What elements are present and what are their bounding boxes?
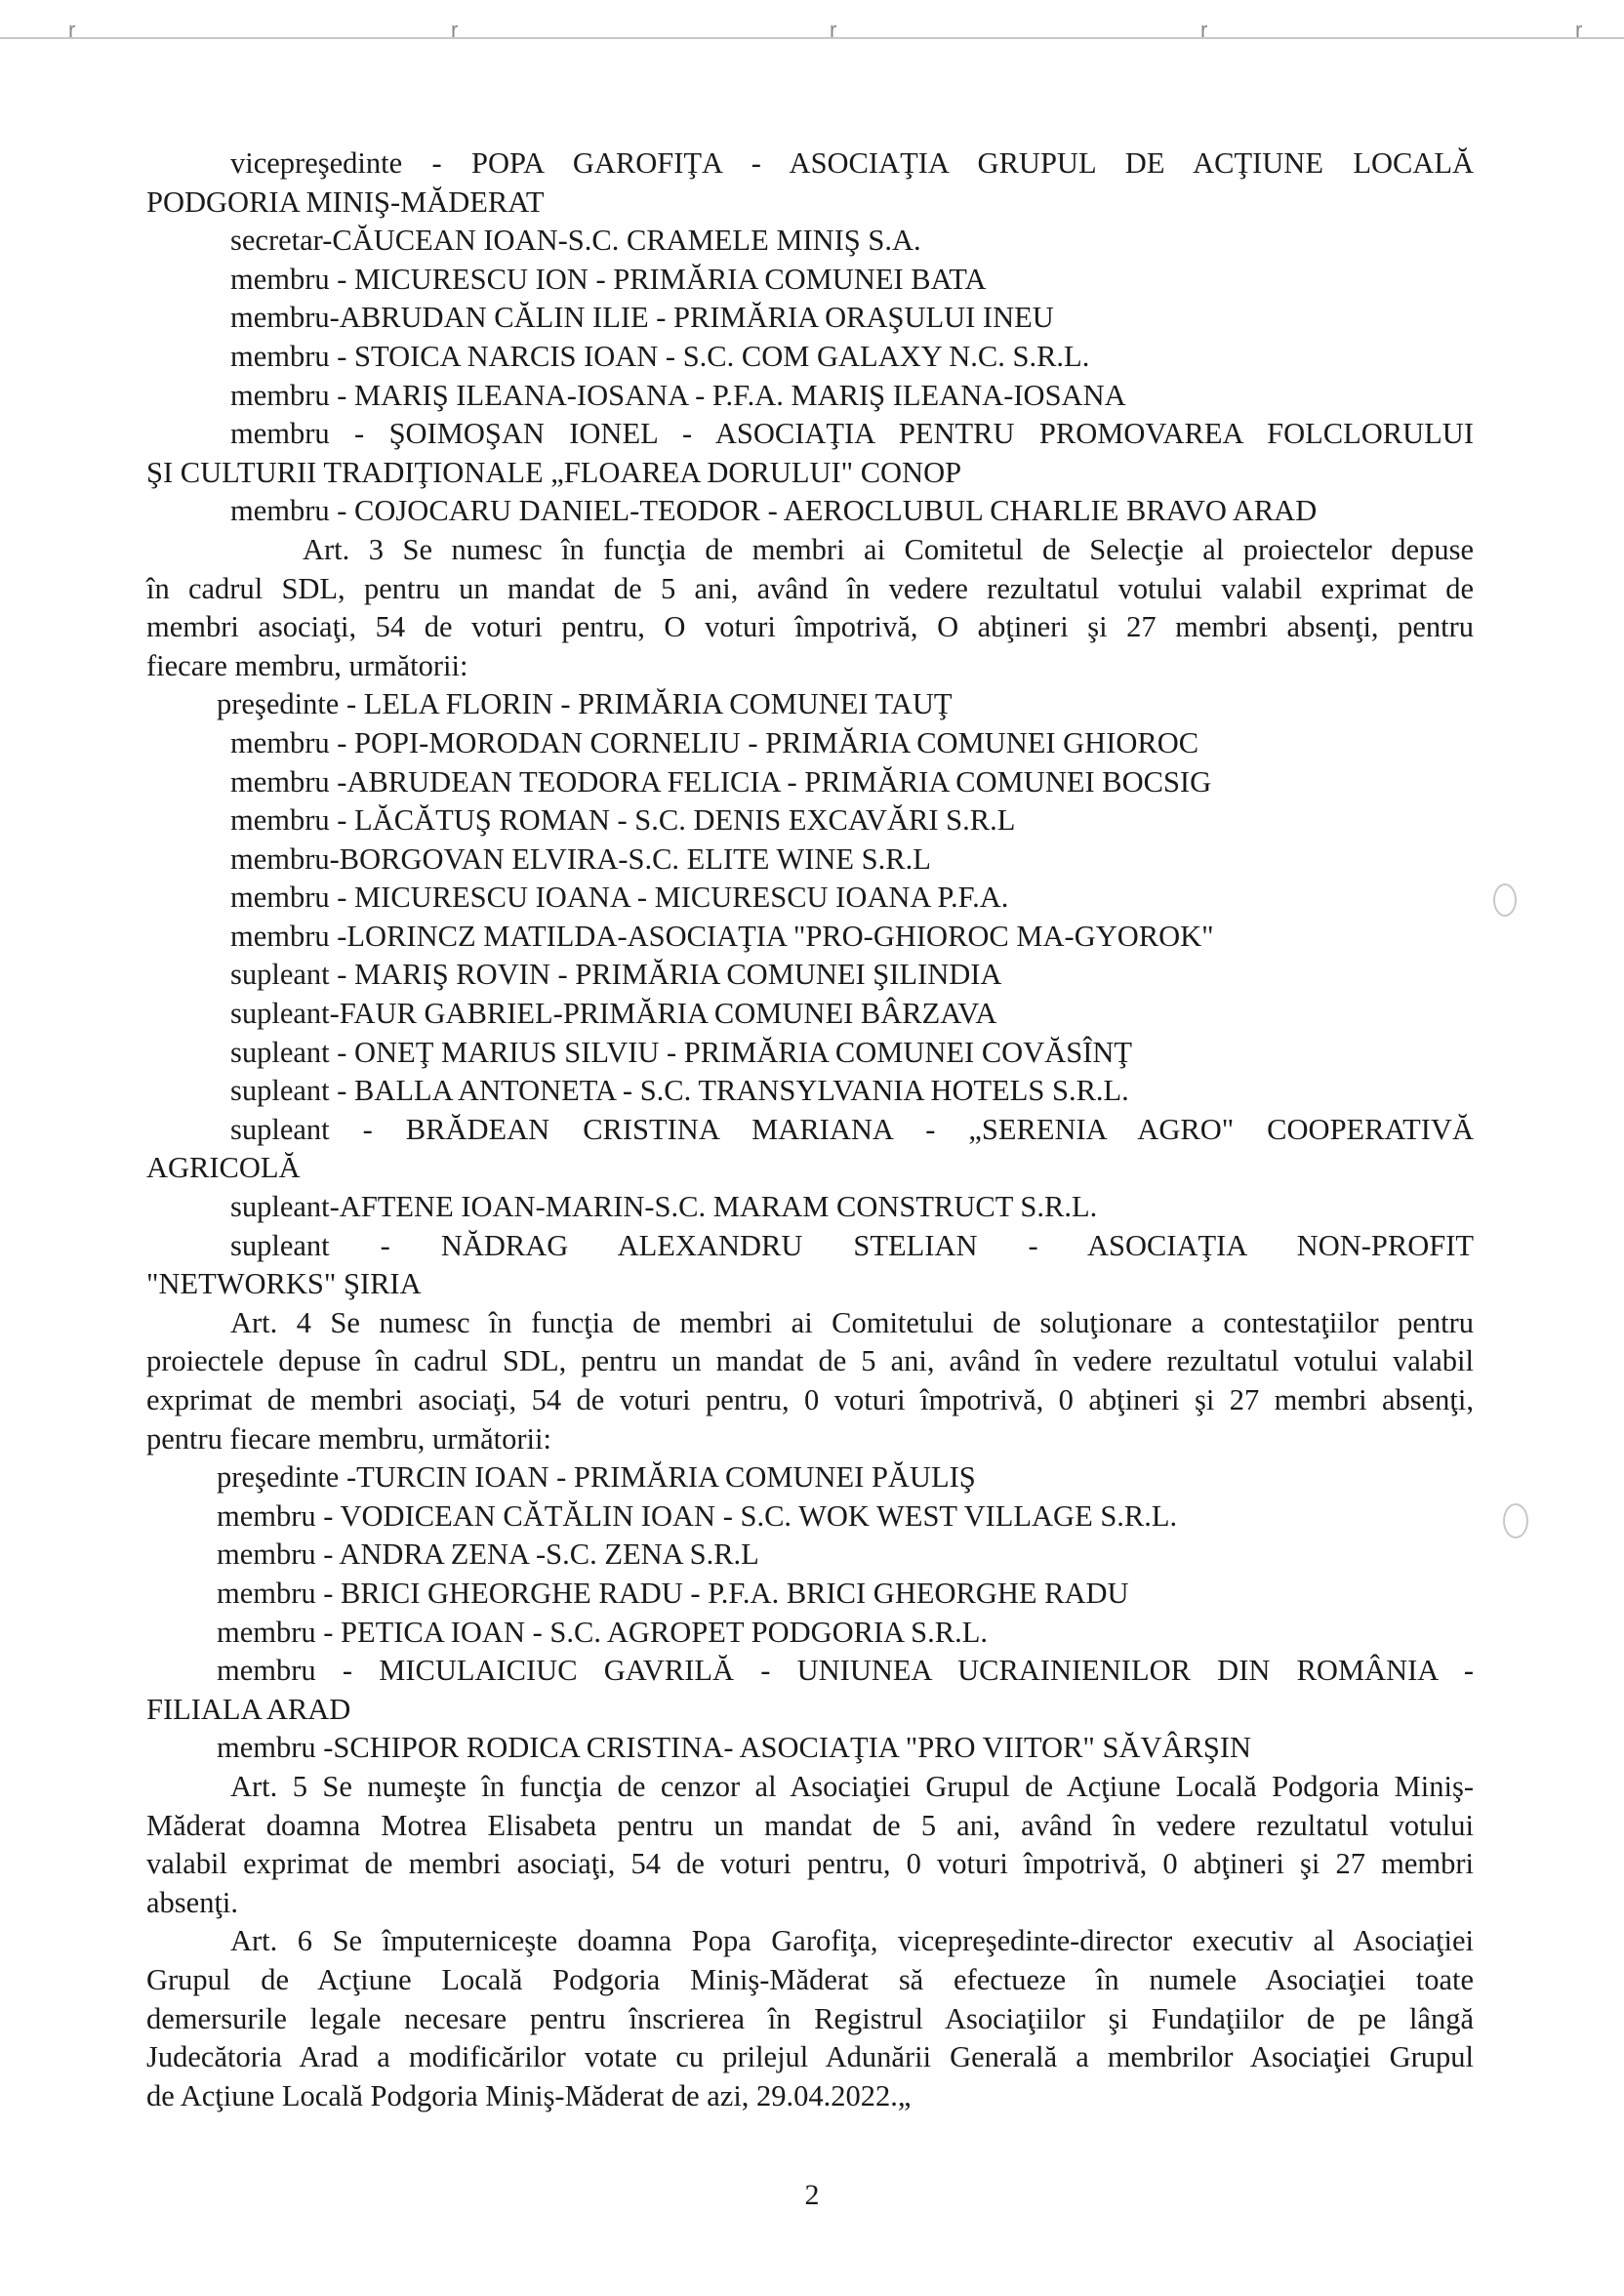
text-line: supleant - BRĂDEAN CRISTINA MARIANA - „SERENIA AGRO" COOPERATIVĂ (230, 1112, 1474, 1146)
text-line: Măderat doamna Motrea Elisabeta pentru un mandat de 5 ani, având în vedere rezultatul votului (146, 1808, 1474, 1842)
text-line: Grupul de Acţiune Locală Podgoria Miniş-Măderat să efectueze în numele Asociaţiei toate (146, 1962, 1474, 1996)
text-line: proiectele depuse în cadrul SDL, pentru un mandat de 5 ani, având în vedere rezultatul votului valabil (146, 1344, 1474, 1378)
text-line: membru - VODICEAN CĂTĂLIN IOAN - S.C. WOK WEST VILLAGE S.R.L. (217, 1498, 1178, 1533)
text-line: demersurile legale necesare pentru înscrierea în Registrul Asociaţiilor şi Fundaţiilor de pe lângă (146, 2001, 1474, 2035)
scan-mark: r (68, 18, 76, 42)
text-line: în cadrul SDL, pentru un mandat de 5 ani, având în vedere rezultatul votului valabil exprimat de (146, 571, 1474, 605)
text-line: membru-ABRUDAN CĂLIN ILIE - PRIMĂRIA ORAŞULUI INEU (230, 301, 1054, 335)
text-line: membru - ANDRA ZENA -S.C. ZENA S.R.L (217, 1538, 759, 1572)
text-line: membru - MARIŞ ILEANA-IOSANA - P.F.A. MARIŞ ILEANA-IOSANA (230, 378, 1126, 412)
text-line: membru - MICULAICIUC GAVRILĂ - UNIUNEA UCRAINIENILOR DIN ROMÂNIA - (217, 1654, 1474, 1688)
text-line: PODGORIA MINIŞ-MĂDERAT (146, 184, 545, 219)
text-line: "NETWORKS" ŞIRIA (146, 1267, 422, 1301)
text-line: FILIALA ARAD (146, 1692, 351, 1726)
text-line: absenţi. (146, 1885, 239, 1919)
text-line: membri asociaţi, 54 de voturi pentru, O voturi împotrivă, O abţineri şi 27 membri absenţi, pentru (146, 610, 1474, 644)
text-line: Art. 6 Se împuterniceşte doamna Popa Garofiţa, vicepreşedinte-director executiv al Asociaţiei (230, 1924, 1474, 1958)
text-line: membru - MICURESCU ION - PRIMĂRIA COMUNEI BATA (230, 262, 987, 296)
text-line: AGRICOLĂ (146, 1151, 301, 1185)
scan-top-rule (0, 37, 1624, 39)
page-number: 2 (804, 2179, 820, 2211)
text-line: supleant - MARIŞ ROVIN - PRIMĂRIA COMUNEI ŞILINDIA (230, 958, 1002, 992)
text-line: supleant - BALLA ANTONETA - S.C. TRANSYLVANIA HOTELS S.R.L. (230, 1074, 1129, 1108)
scan-mark: r (1200, 18, 1208, 42)
text-line: Art. 3 Se numesc în funcţia de membri ai Comitetul de Selecţie al proiectelor depuse (303, 532, 1474, 566)
text-line: membru - LĂCĂTUŞ ROMAN - S.C. DENIS EXCAVĂRI S.R.L (230, 803, 1016, 838)
text-line: membru -LORINCZ MATILDA-ASOCIAŢIA "PRO-GHIOROC MA-GYOROK" (230, 919, 1214, 953)
text-line: supleant-FAUR GABRIEL-PRIMĂRIA COMUNEI BÂRZAVA (230, 997, 997, 1031)
text-line: supleant-AFTENE IOAN-MARIN-S.C. MARAM CONSTRUCT S.R.L. (230, 1190, 1098, 1224)
text-line: preşedinte -TURCIN IOAN - PRIMĂRIA COMUNEI PĂULIŞ (217, 1460, 976, 1495)
text-line: membru - BRICI GHEORGHE RADU - P.F.A. BRICI GHEORGHE RADU (217, 1576, 1129, 1610)
scan-mark: r (451, 18, 459, 42)
text-line: Judecătoria Arad a modificărilor votate cu prilejul Adunării Generală a membrilor Asociaţiei Grupul (146, 2040, 1474, 2074)
text-line: membru - COJOCARU DANIEL-TEODOR - AEROCLUBUL CHARLIE BRAVO ARAD (230, 494, 1318, 528)
text-line: supleant - NĂDRAG ALEXANDRU STELIAN - ASOCIAŢIA NON-PROFIT (230, 1228, 1474, 1262)
text-line: secretar-CĂUCEAN IOAN-S.C. CRAMELE MINIŞ S.A. (230, 224, 921, 258)
scan-mark: r (1575, 18, 1583, 42)
text-line: membru - PETICA IOAN - S.C. AGROPET PODGORIA S.R.L. (217, 1615, 988, 1649)
punch-hole-mark (1503, 1503, 1528, 1538)
text-line: membru - MICURESCU IOANA - MICURESCU IOANA P.F.A. (230, 881, 1009, 915)
text-line: vicepreşedinte - POPA GAROFIŢA - ASOCIAŢIA GRUPUL DE ACŢIUNE LOCALĂ (230, 146, 1474, 180)
text-line: membru - STOICA NARCIS IOAN - S.C. COM GALAXY N.C. S.R.L. (230, 339, 1090, 373)
punch-hole-mark (1493, 883, 1517, 917)
text-line: pentru fiecare membru, următorii: (146, 1421, 551, 1456)
text-line: de Acţiune Locală Podgoria Miniş-Măderat de azi, 29.04.2022.„ (146, 2078, 912, 2112)
document-body (146, 144, 1474, 2115)
text-line: preşedinte - LELA FLORIN - PRIMĂRIA COMUNEI TAUŢ (217, 687, 953, 721)
text-line: exprimat de membri asociaţi, 54 de voturi pentru, 0 voturi împotrivă, 0 abţineri şi 27 membri absenţi, (146, 1383, 1474, 1416)
text-line: membru-BORGOVAN ELVIRA-S.C. ELITE WINE S.R.L (230, 841, 931, 876)
text-line: membru -ABRUDEAN TEODORA FELICIA - PRIMĂRIA COMUNEI BOCSIG (230, 764, 1212, 799)
text-line: membru - ŞOIMOŞAN IONEL - ASOCIAŢIA PENTRU PROMOVAREA FOLCLORULUI (230, 417, 1474, 451)
text-line: valabil exprimat de membri asociaţi, 54 de voturi pentru, 0 voturi împotrivă, 0 abţineri şi 27 membri (146, 1847, 1474, 1881)
text-line: membru -SCHIPOR RODICA CRISTINA- ASOCIAŢIA "PRO VIITOR" SĂVÂRŞIN (217, 1731, 1252, 1765)
text-line: ŞI CULTURII TRADIŢIONALE „FLOAREA DORULUI" CONOP (146, 455, 962, 489)
text-line: fiecare membru, următorii: (146, 648, 468, 682)
text-line: membru - POPI-MORODAN CORNELIU - PRIMĂRIA COMUNEI GHIOROC (230, 725, 1199, 759)
text-line: Art. 5 Se numeşte în funcţia de cenzor al Asociaţiei Grupul de Acţiune Locală Podgoria Miniş- (230, 1769, 1474, 1803)
text-line: supleant - ONEŢ MARIUS SILVIU - PRIMĂRIA COMUNEI COVĂSÎNŢ (230, 1035, 1133, 1069)
text-line: Art. 4 Se numesc în funcţia de membri ai Comitetului de soluţionare a contestaţiilor pentru (230, 1305, 1474, 1339)
scan-mark: r (830, 18, 837, 42)
